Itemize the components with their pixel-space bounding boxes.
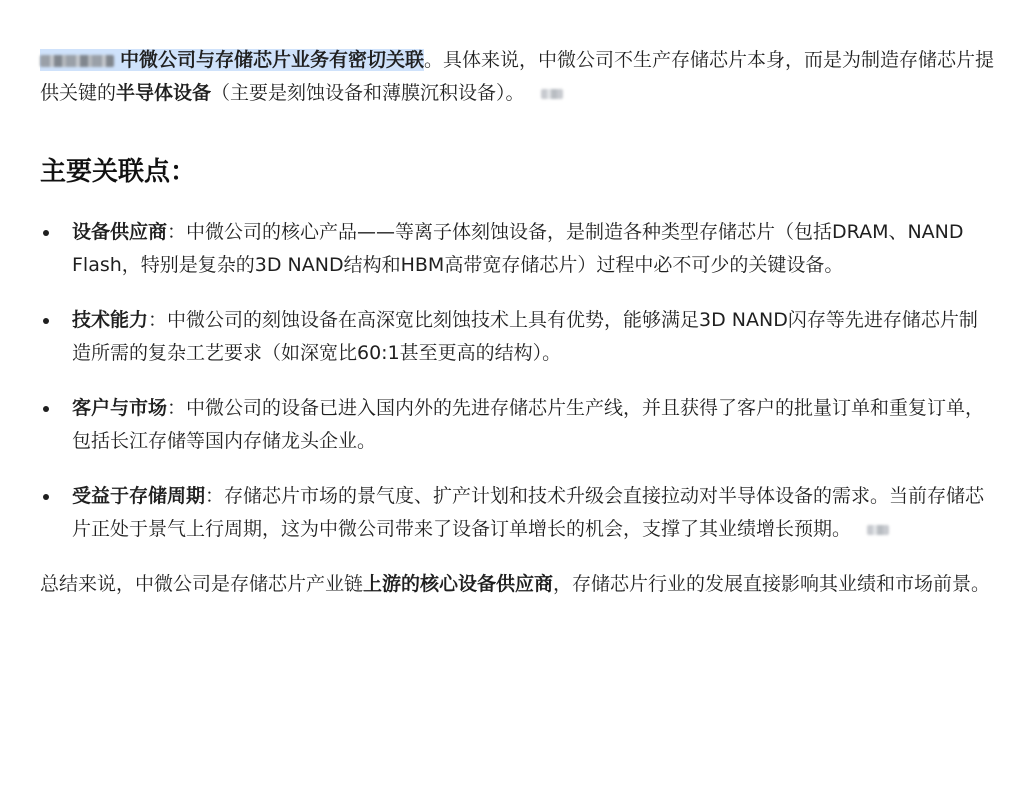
bullet-icon (43, 494, 49, 500)
point-label: 受益于存储周期 (72, 485, 206, 507)
intro-text-1: 。具体来说，中微公司不生产存储芯片本身，而是为制造存储芯片提供关键的 (40, 49, 995, 104)
summary-bold-term: 上游的核心设备供应商 (363, 573, 554, 595)
intro-bold-term: 半导体设备 (116, 82, 212, 104)
summary-text-2: ，存储芯片行业的发展直接影响其业绩和市场前景。 (553, 573, 991, 595)
list-item (40, 216, 996, 282)
key-points-list (40, 216, 996, 546)
point-label: 客户与市场 (72, 397, 168, 419)
point-label: 设备供应商 (72, 221, 168, 243)
bullet-icon (43, 230, 49, 236)
point-text: ：存储芯片市场的景气度、扩产计划和技术升级会直接拉动对半导体设备的需求。当前存储芯片正处于景气上行周期，这为中微公司带来了设备订单增长的机会，支撑了其业绩增长预期。 (72, 485, 985, 540)
section-heading: 主要关联点： (40, 157, 197, 187)
intro-highlight-text: 中微公司与存储芯片业务有密切关联 (120, 49, 425, 71)
intro-highlight[interactable] (40, 49, 424, 71)
point-text: ：中微公司的设备已进入国内外的先进存储芯片生产线，并且获得了客户的批量订单和重复订单，包括长江存储等国内存储龙头企业。 (72, 397, 985, 452)
redacted-text (40, 55, 114, 67)
list-item (40, 392, 996, 458)
citation-icon[interactable] (867, 525, 889, 535)
bullet-icon (43, 406, 49, 412)
list-item (40, 304, 996, 370)
intro-paragraph (40, 0, 996, 110)
list-item (40, 480, 996, 546)
summary-paragraph (40, 568, 996, 601)
point-label: 技术能力 (72, 309, 149, 331)
citation-icon[interactable] (541, 89, 563, 99)
point-text: ：中微公司的刻蚀设备在高深宽比刻蚀技术上具有优势，能够满足3D NAND闪存等先进存储芯片制造所需的复杂工艺要求（如深宽比60:1甚至更高的结构）。 (72, 309, 978, 364)
intro-text-2: （主要是刻蚀设备和薄膜沉积设备）。 (211, 82, 525, 104)
bullet-icon (43, 318, 49, 324)
summary-text-1: 总结来说，中微公司是存储芯片产业链 (40, 573, 364, 595)
point-text: ：中微公司的核心产品——等离子体刻蚀设备，是制造各种类型存储芯片（包括DRAM、NAND Flash，特别是复杂的3D NAND结构和HBM高带宽存储芯片）过程中必不可少的关键设备。 (72, 221, 964, 276)
